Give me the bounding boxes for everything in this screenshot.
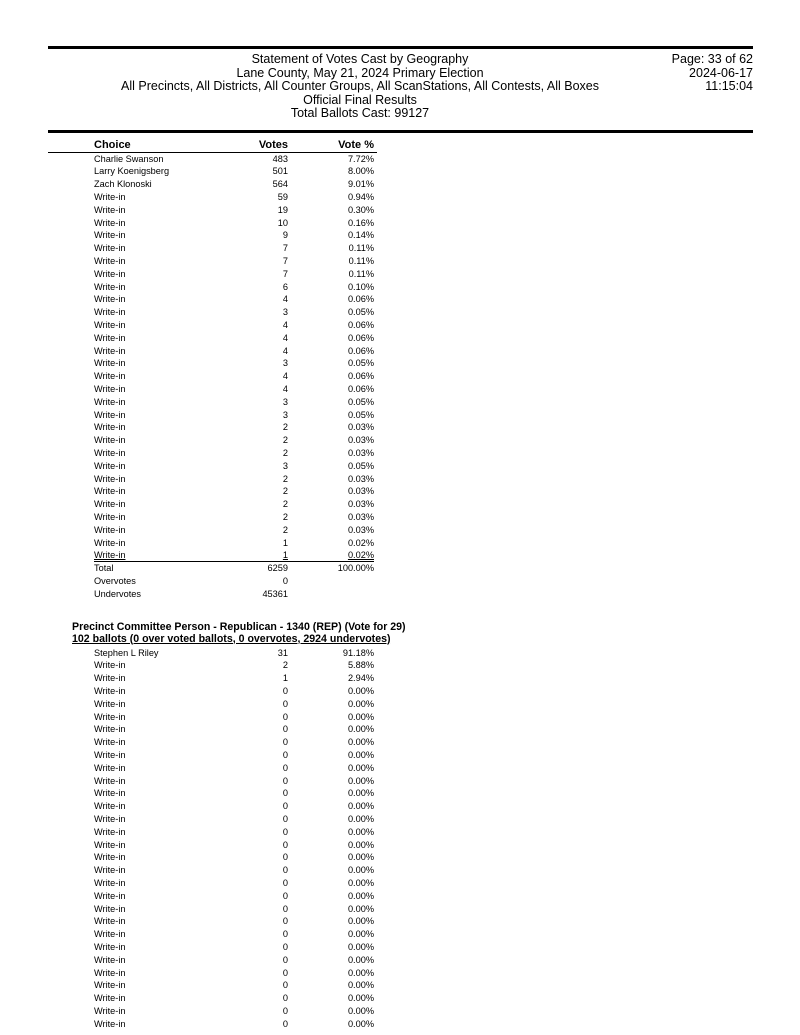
choice-cell: Stephen L Riley [94,647,159,658]
votes-cell: 4 [282,371,288,382]
choice-cell: Write-in [94,537,126,548]
vote-pct-cell: 0.00% [347,737,374,748]
vote-pct-cell: 0.00% [347,916,374,927]
page-number: Page: 33 of 62 [671,52,753,66]
vote-pct-cell: 0.00% [347,724,374,735]
table-row [0,383,800,396]
table-row [0,839,800,852]
table-row [0,268,800,281]
choice-cell: Write-in [94,660,126,671]
votes-cell: 0 [282,749,288,760]
table-row [0,524,800,537]
vote-pct-cell: 0.16% [347,217,374,228]
votes-cell: 0 [282,801,288,812]
votes-cell: 2 [282,499,288,510]
table-row [0,890,800,903]
choice-cell: Write-in [94,473,126,484]
table-row [0,1005,800,1018]
table-row [0,421,800,434]
table-row [0,749,800,762]
votes-cell: 6 [282,281,288,292]
vote-pct-cell: 0.00% [347,788,374,799]
votes-cell: 10 [277,217,288,228]
table-row [0,409,800,422]
table-row [0,954,800,967]
votes-cell: 0 [282,852,288,863]
vote-pct-cell: 0.06% [347,294,374,305]
table-row [0,800,800,813]
votes-cell: 0 [282,775,288,786]
table-row [0,217,800,230]
votes-cell: 2 [282,486,288,497]
choice-cell: Write-in [94,890,126,901]
votes-cell: 0 [282,993,288,1004]
report-total-ballots: Total Ballots Cast: 99127 [290,106,430,121]
votes-cell: 0 [282,575,288,586]
table-row [0,498,800,511]
table-row [0,672,800,685]
choice-cell: Write-in [94,1005,126,1016]
votes-cell: 0 [282,762,288,773]
votes-cell: 0 [282,967,288,978]
table-row [0,153,800,166]
votes-cell: 7 [282,243,288,254]
vote-pct-cell: 0.00% [347,941,374,952]
votes-cell: 2 [282,422,288,433]
table-row [0,281,800,294]
votes-cell: 0 [282,865,288,876]
vote-pct-cell: 0.03% [347,486,374,497]
table-row [0,736,800,749]
choice-cell: Write-in [94,268,126,279]
choice-cell: Write-in [94,813,126,824]
vote-pct-cell: 0.06% [347,371,374,382]
votes-cell: 31 [277,647,288,658]
votes-cell: 7 [282,268,288,279]
column-header-choice: Choice [94,139,131,151]
votes-cell: 0 [282,813,288,824]
vote-pct-cell: 0.00% [347,749,374,760]
choice-cell: Write-in [94,217,126,228]
table-row [0,813,800,826]
vote-pct-cell: 0.06% [347,345,374,356]
votes-cell: 0 [282,916,288,927]
table-row [0,191,800,204]
vote-pct-cell: 0.03% [347,435,374,446]
vote-pct-cell: 0.00% [347,1005,374,1016]
choice-cell: Write-in [94,319,126,330]
votes-cell: 19 [277,204,288,215]
table-row [0,787,800,800]
choice-cell: Write-in [94,550,126,561]
vote-pct-cell: 0.05% [347,358,374,369]
choice-cell: Charlie Swanson [94,153,164,164]
votes-cell: 0 [282,1018,288,1029]
choice-cell: Write-in [94,409,126,420]
votes-cell: 3 [282,460,288,471]
table-row [0,826,800,839]
votes-cell: 3 [282,396,288,407]
table-row [0,685,800,698]
table-row [0,762,800,775]
choice-cell: Write-in [94,1018,126,1029]
vote-pct-cell: 0.00% [347,980,374,991]
choice-cell: Write-in [94,673,126,684]
vote-pct-cell: 0.02% [347,537,374,548]
vote-pct-cell: 0.00% [347,801,374,812]
table-row [0,915,800,928]
votes-cell: 1 [282,537,288,548]
votes-cell: 0 [282,685,288,696]
page-info [600,53,753,94]
table-row [0,647,800,660]
votes-cell: 6259 [267,563,288,574]
undervotes-row [0,588,800,601]
choice-cell: Write-in [94,243,126,254]
choice-cell: Write-in [94,204,126,215]
choice-cell: Write-in [94,698,126,709]
vote-pct-cell: 8.00% [347,166,374,177]
vote-pct-cell: 0.00% [347,865,374,876]
choice-cell: Write-in [94,396,126,407]
choice-cell: Total [94,563,114,574]
vote-pct-cell: 91.18% [342,647,374,658]
table-row [0,396,800,409]
vote-pct-cell: 0.00% [347,877,374,888]
choice-cell: Write-in [94,929,126,940]
vote-pct-cell: 7.72% [347,153,374,164]
choice-cell: Write-in [94,916,126,927]
choice-cell: Write-in [94,685,126,696]
vote-pct-cell: 0.05% [347,307,374,318]
vote-pct-cell: 0.03% [347,524,374,535]
choice-cell: Write-in [94,775,126,786]
votes-cell: 2 [282,511,288,522]
table-row [0,967,800,980]
table-row [0,485,800,498]
table-row [0,370,800,383]
choice-cell: Write-in [94,499,126,510]
choice-cell: Write-in [94,294,126,305]
vote-pct-cell: 0.00% [347,762,374,773]
choice-cell: Undervotes [94,588,141,599]
table-row [0,775,800,788]
vote-pct-cell: 0.05% [347,396,374,407]
choice-cell: Write-in [94,737,126,748]
table-row [0,698,800,711]
contest2-title: Precinct Committee Person - Republican - 1340 (REP) (Vote for 29) [72,620,406,633]
table-row [0,204,800,217]
vote-pct-cell: 0.14% [347,230,374,241]
votes-cell: 0 [282,698,288,709]
votes-cell: 4 [282,294,288,305]
choice-cell: Write-in [94,383,126,394]
table-row [0,537,800,550]
vote-pct-cell: 0.10% [347,281,374,292]
choice-cell: Write-in [94,865,126,876]
table-row [0,242,800,255]
choice-cell: Write-in [94,839,126,850]
table-row [0,345,800,358]
total-row [0,562,800,575]
choice-cell: Larry Koenigsberg [94,166,170,177]
vote-pct-cell: 0.30% [347,204,374,215]
votes-cell: 0 [282,1005,288,1016]
votes-cell: 4 [282,319,288,330]
overvotes-row [0,575,800,588]
votes-cell: 0 [282,737,288,748]
report-date: 2024-06-17 [689,65,753,80]
choice-cell: Write-in [94,332,126,343]
vote-pct-cell: 0.00% [347,775,374,786]
vote-pct-cell: 0.06% [347,332,374,343]
choice-cell: Write-in [94,980,126,991]
header-rule [48,130,753,133]
votes-cell: 2 [282,435,288,446]
table-row [0,357,800,370]
choice-cell: Write-in [94,762,126,773]
vote-pct-cell: 0.00% [347,826,374,837]
vote-pct-cell: 0.00% [347,852,374,863]
votes-cell: 0 [282,724,288,735]
column-header-vote-pct: Vote % [338,139,374,151]
choice-cell: Write-in [94,371,126,382]
vote-pct-cell: 0.03% [347,499,374,510]
choice-cell: Write-in [94,954,126,965]
choice-cell: Write-in [94,967,126,978]
vote-pct-cell: 0.03% [347,473,374,484]
table-row [0,941,800,954]
table-row [0,723,800,736]
choice-cell: Write-in [94,993,126,1004]
votes-cell: 2 [282,524,288,535]
votes-cell: 3 [282,409,288,420]
table-row [0,165,800,178]
votes-cell: 4 [282,332,288,343]
report-status: Official Final Results [303,92,417,107]
vote-pct-cell: 0.11% [348,268,374,279]
votes-cell: 0 [282,890,288,901]
table-row [0,293,800,306]
table-row [0,992,800,1005]
choice-cell: Write-in [94,281,126,292]
table-row [0,877,800,890]
vote-pct-cell: 0.05% [347,409,374,420]
table-row [0,864,800,877]
vote-pct-cell: 0.11% [348,243,374,254]
table-row [0,928,800,941]
table-row [0,979,800,992]
votes-cell: 0 [282,711,288,722]
choice-cell: Overvotes [94,575,136,586]
report-header [60,53,660,121]
table-row [0,473,800,486]
votes-cell: 501 [272,166,288,177]
votes-cell: 45361 [262,588,288,599]
table-row [0,319,800,332]
vote-pct-cell: 0.00% [347,993,374,1004]
vote-pct-cell: 0.02% [347,550,374,561]
top-rule [48,46,753,49]
choice-cell: Write-in [94,230,126,241]
choice-cell: Write-in [94,447,126,458]
votes-cell: 1 [282,673,288,684]
choice-cell: Write-in [94,358,126,369]
choice-cell: Write-in [94,826,126,837]
vote-pct-cell: 0.03% [347,511,374,522]
choice-cell: Write-in [94,877,126,888]
votes-cell: 0 [282,903,288,914]
votes-cell: 0 [282,929,288,940]
votes-cell: 3 [282,358,288,369]
votes-cell: 483 [272,153,288,164]
choice-cell: Write-in [94,460,126,471]
table-row [0,434,800,447]
vote-pct-cell: 0.00% [347,1018,374,1029]
vote-pct-cell: 0.05% [347,460,374,471]
table-row [0,229,800,242]
vote-pct-cell: 0.00% [347,839,374,850]
choice-cell: Write-in [94,749,126,760]
votes-cell: 2 [282,473,288,484]
votes-cell: 564 [272,179,288,190]
vote-pct-cell: 0.03% [347,447,374,458]
votes-cell: 0 [282,826,288,837]
report-filters: All Precincts, All Districts, All Counter Groups, All ScanStations, All Contests, All Boxes [121,79,599,94]
choice-cell: Write-in [94,486,126,497]
choice-cell: Write-in [94,852,126,863]
report-title: Statement of Votes Cast by Geography [251,52,469,66]
choice-cell: Write-in [94,255,126,266]
report-election: Lane County, May 21, 2024 Primary Election [236,65,484,80]
table-row [0,306,800,319]
vote-pct-cell: 100.00% [337,563,374,574]
table-row [0,851,800,864]
choice-cell: Zach Klonoski [94,179,152,190]
votes-cell: 7 [282,255,288,266]
vote-pct-cell: 0.06% [347,319,374,330]
vote-pct-cell: 0.00% [347,698,374,709]
vote-pct-cell: 0.00% [347,890,374,901]
choice-cell: Write-in [94,191,126,202]
votes-cell: 4 [282,345,288,356]
vote-pct-cell: 0.00% [347,685,374,696]
choice-cell: Write-in [94,801,126,812]
table-row [0,460,800,473]
votes-cell: 0 [282,839,288,850]
votes-cell: 0 [282,980,288,991]
table-row [0,711,800,724]
choice-cell: Write-in [94,941,126,952]
votes-cell: 4 [282,383,288,394]
column-header-votes: Votes [258,139,288,151]
table-row [0,659,800,672]
choice-cell: Write-in [94,345,126,356]
vote-pct-cell: 2.94% [347,673,374,684]
vote-pct-cell: 0.00% [347,711,374,722]
vote-pct-cell: 0.06% [347,383,374,394]
choice-cell: Write-in [94,435,126,446]
table-row [0,1018,800,1031]
choice-cell: Write-in [94,307,126,318]
choice-cell: Write-in [94,524,126,535]
vote-pct-cell: 0.00% [347,813,374,824]
choice-cell: Write-in [94,511,126,522]
vote-pct-cell: 0.00% [347,929,374,940]
votes-cell: 3 [282,307,288,318]
votes-cell: 59 [277,191,288,202]
table-row [0,255,800,268]
votes-cell: 2 [282,447,288,458]
vote-pct-cell: 0.03% [347,422,374,433]
votes-cell: 9 [282,230,288,241]
votes-cell: 2 [282,660,288,671]
vote-pct-cell: 9.01% [347,179,374,190]
report-time: 11:15:04 [705,79,753,94]
vote-pct-cell: 0.00% [347,903,374,914]
votes-cell: 1 [282,550,288,561]
choice-cell: Write-in [94,711,126,722]
choice-cell: Write-in [94,788,126,799]
contest2-subtitle: 102 ballots (0 over voted ballots, 0 overvotes, 2924 undervotes) [72,632,391,645]
vote-pct-cell: 0.11% [348,255,374,266]
table-row [0,332,800,345]
votes-cell: 0 [282,954,288,965]
choice-cell: Write-in [94,422,126,433]
vote-pct-cell: 5.88% [347,660,374,671]
table-row [0,549,800,562]
table-row [0,447,800,460]
vote-pct-cell: 0.00% [347,954,374,965]
table-row [0,903,800,916]
votes-cell: 0 [282,877,288,888]
choice-cell: Write-in [94,903,126,914]
vote-pct-cell: 0.00% [347,967,374,978]
choice-cell: Write-in [94,724,126,735]
table-row [0,178,800,191]
table-row [0,511,800,524]
votes-cell: 0 [282,941,288,952]
vote-pct-cell: 0.94% [347,191,374,202]
votes-cell: 0 [282,788,288,799]
